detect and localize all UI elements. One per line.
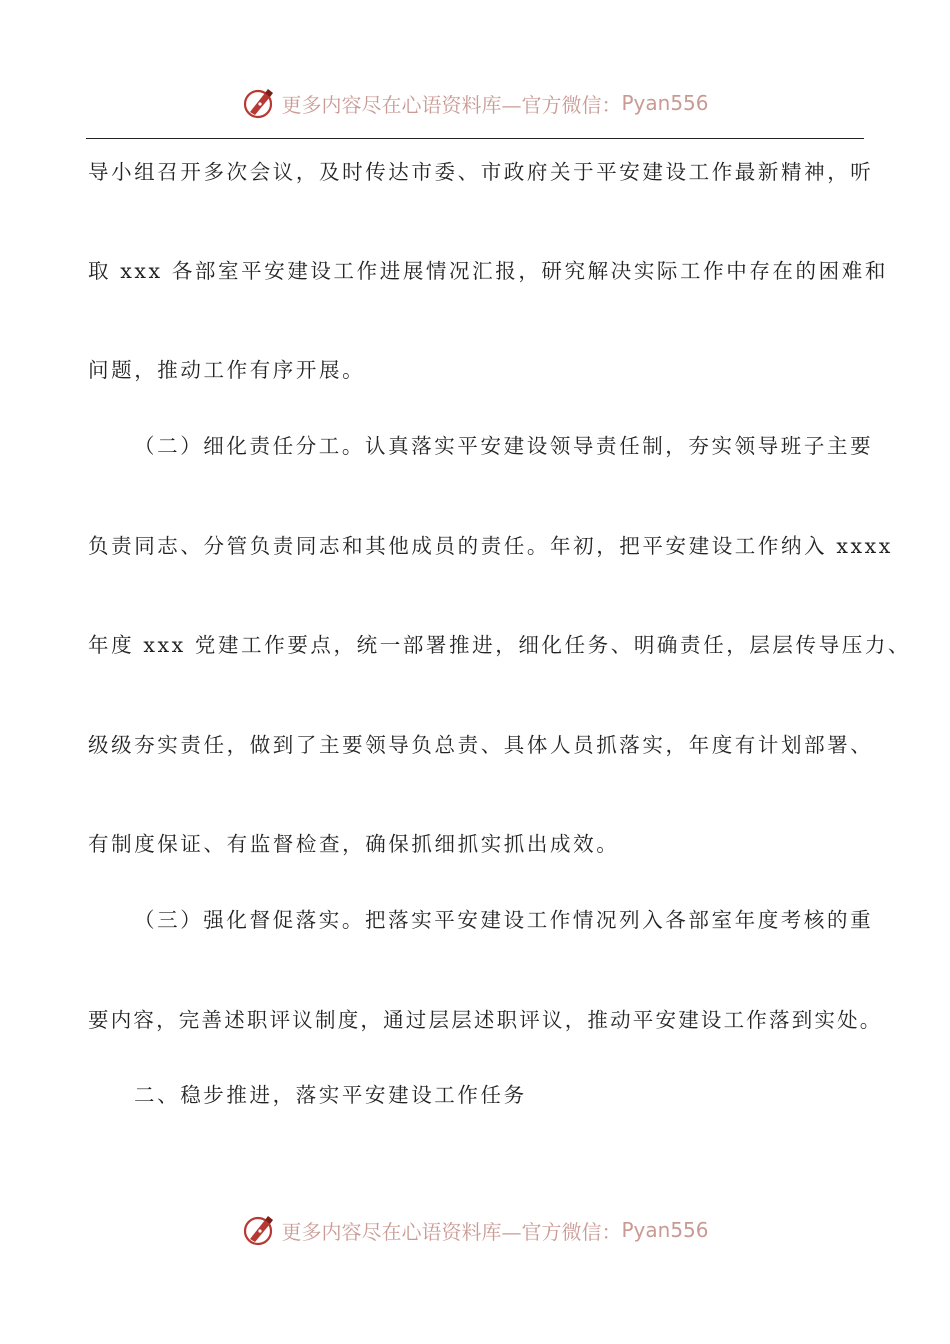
text-line-3: 问题，推动工作有序开展。 — [88, 358, 366, 382]
pen-nib-circle-icon — [241, 1212, 277, 1248]
text-line-1: 导小组召开多次会议，及时传达市委、市政府关于平安建设工作最新精神，听 — [88, 160, 874, 184]
text-line-2: 取 xxx 各部室平安建设工作进展情况汇报，研究解决实际工作中存在的困难和 — [88, 259, 888, 283]
text-line-10: 要内容，完善述职评议制度，通过层层述职评议，推动平安建设工作落到实处。 — [88, 1008, 883, 1032]
pen-nib-circle-icon — [241, 85, 277, 121]
header-rule — [86, 138, 864, 139]
text-line-4: （二）细化责任分工。认真落实平安建设领导责任制，夯实领导班子主要 — [134, 434, 874, 458]
text-line-5: 负责同志、分管负责同志和其他成员的责任。年初，把平安建设工作纳入 xxxx — [88, 534, 893, 558]
footer-banner-id: Pyan556 — [621, 1218, 709, 1242]
text-line-6: 年度 xxx 党建工作要点，统一部署推进，细化任务、明确责任，层层传导压力、 — [88, 633, 912, 657]
text-line-8: 有制度保证、有监督检查，确保抓细抓实抓出成效。 — [88, 832, 620, 856]
section-heading: 二、稳步推进，落实平安建设工作任务 — [134, 1083, 527, 1107]
footer-banner-text: 更多内容尽在心语资料库—官方微信： — [281, 1219, 622, 1244]
text-line-7: 级级夯实责任，做到了主要领导负总责、具体人员抓落实，年度有计划部署、 — [88, 733, 874, 757]
header-banner-text: 更多内容尽在心语资料库—官方微信： — [281, 92, 622, 117]
header-banner-id: Pyan556 — [621, 91, 709, 115]
footer-banner — [0, 1208, 950, 1252]
text-line-9: （三）强化督促落实。把落实平安建设工作情况列入各部室年度考核的重 — [134, 908, 874, 932]
header-banner — [0, 81, 950, 125]
